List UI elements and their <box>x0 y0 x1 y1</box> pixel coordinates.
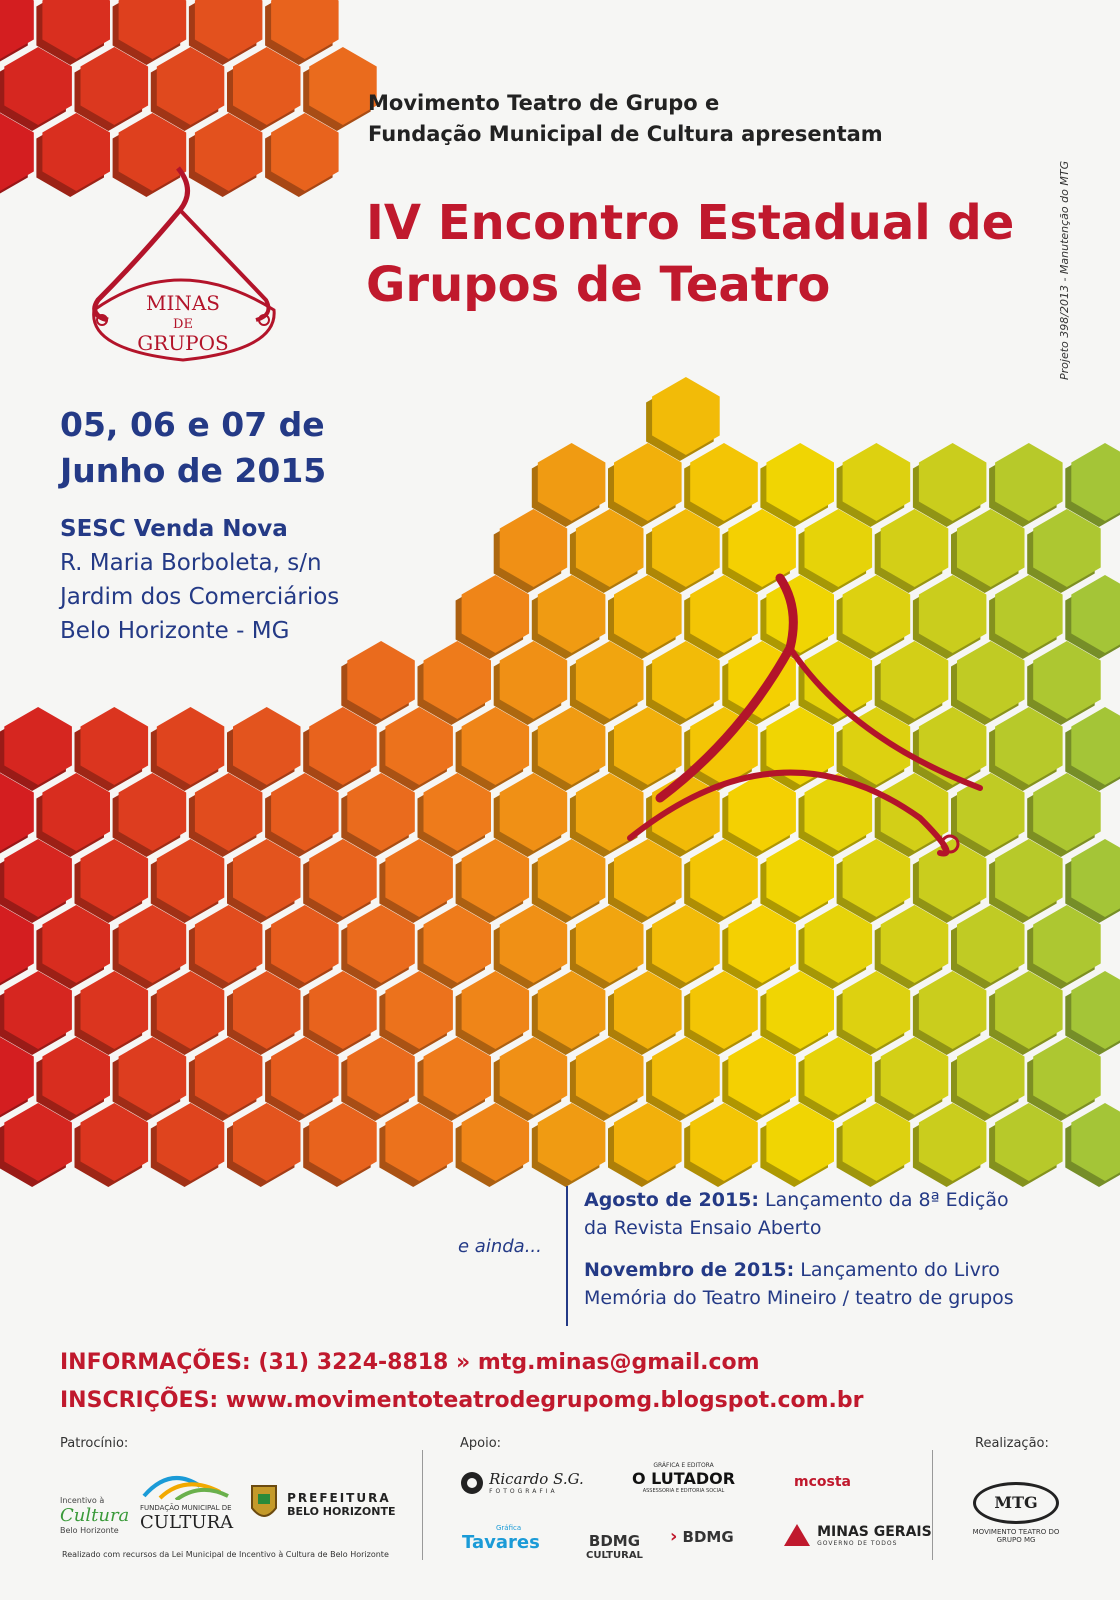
fundacao-text: CULTURA <box>140 1512 234 1533</box>
lutador-sub-text: ASSESSORIA E EDITORIA SOCIAL <box>642 1488 725 1494</box>
camera-aperture-icon <box>460 1471 484 1495</box>
minas-gerais-logo <box>782 1522 932 1548</box>
fundacao-arcs-icon <box>140 1466 230 1500</box>
fundacao-top-text: FUNDAÇÃO MUNICIPAL DE <box>140 1504 232 1512</box>
title-line-1: IV Encontro Estadual de <box>366 195 1015 251</box>
extras-item-text-2: da Revista Ensaio Aberto <box>584 1217 822 1239</box>
address-line-1: R. Maria Borboleta, s/n <box>60 550 322 576</box>
address-line-2: Jardim dos Comerciários <box>60 584 340 610</box>
cultural-text: CULTURAL <box>586 1550 643 1561</box>
ricardo-text: Ricardo S.G. <box>489 1470 584 1488</box>
extras-item <box>584 1256 1014 1312</box>
grafica-text: Gráfica <box>496 1524 522 1532</box>
extras-intro: e ainda... <box>458 1236 542 1257</box>
info-value[interactable]: (31) 3224-8818 » mtg.minas@gmail.com <box>258 1350 760 1375</box>
minas-gerais-triangle-icon <box>782 1522 812 1548</box>
info-label: INFORMAÇÕES: <box>60 1350 251 1375</box>
bdmg-cultural-text: BDMG <box>588 1532 641 1550</box>
realization-label: Realização: <box>975 1436 1049 1451</box>
address-line-3: Belo Horizonte - MG <box>60 618 290 644</box>
venue-name: SESC Venda Nova <box>60 516 288 542</box>
fotografia-text: FOTOGRAFIA <box>489 1488 558 1495</box>
bh-text: Belo Horizonte <box>60 1526 119 1535</box>
fundacao-cultura-logo <box>140 1466 240 1533</box>
prefeitura-text: PREFEITURA <box>287 1490 391 1505</box>
extras-item-text: Lançamento da 8ª Edição <box>765 1189 1009 1211</box>
mtg-text: MTG <box>973 1482 1059 1524</box>
extras-item-date: Agosto de 2015: <box>584 1189 759 1211</box>
extras-item-text-2: Memória do Teatro Mineiro / teatro de grupos <box>584 1287 1014 1309</box>
sponsor-label: Patrocínio: <box>60 1436 129 1451</box>
incentivo-cultura-logo <box>60 1496 140 1535</box>
dates-line-2: Junho de 2015 <box>60 451 327 490</box>
incentivo-text: Incentivo à <box>60 1496 105 1505</box>
tavares-logo <box>462 1524 540 1553</box>
extras-item-date: Novembro de 2015: <box>584 1259 795 1281</box>
o-lutador-logo <box>632 1462 735 1494</box>
event-title <box>366 192 1014 316</box>
project-note: Projeto 398/2013 - Manutenção do MTG <box>1058 160 1071 380</box>
presenters <box>368 88 883 150</box>
mcosta-logo: mcosta <box>794 1474 851 1490</box>
footer-divider <box>932 1450 933 1560</box>
cultura-text: Cultura <box>60 1505 130 1526</box>
extras-list <box>566 1186 1014 1326</box>
registration-label: INSCRIÇÕES: <box>60 1388 219 1413</box>
dates-line-1: 05, 06 e 07 de <box>60 405 325 444</box>
extras-item <box>584 1186 1014 1242</box>
support-label: Apoio: <box>460 1436 502 1451</box>
event-dates <box>60 402 326 494</box>
bdmg-cultural-logo <box>586 1532 643 1561</box>
title-line-2: Grupos de Teatro <box>366 257 831 313</box>
tavares-text: Tavares <box>462 1532 540 1553</box>
bdmg-text: BDMG <box>682 1528 734 1546</box>
governo-text: GOVERNO DE TODOS <box>817 1539 898 1547</box>
presenters-line-2: Fundação Municipal de Cultura apresentam <box>368 122 883 146</box>
minas-de-grupos-logo <box>78 160 288 370</box>
footer-divider <box>422 1450 423 1560</box>
extras-item-text: Lançamento do Livro <box>800 1259 1000 1281</box>
prefeitura-bh-text: BELO HORIZONTE <box>287 1504 396 1518</box>
mtg-logo <box>966 1482 1066 1544</box>
lutador-text: O LUTADOR <box>632 1469 736 1488</box>
lutador-top-text: GRÁFICA E EDITORA <box>653 1462 714 1469</box>
logo-text-de: DE <box>173 317 193 332</box>
bdmg-chevron-icon: › <box>670 1526 678 1547</box>
logo-text-grupos: GRUPOS <box>137 331 229 355</box>
sponsor-note: Realizado com recursos da Lei Municipal de Incentivo à Cultura de Belo Horizonte <box>62 1550 389 1559</box>
bdmg-logo <box>670 1526 734 1547</box>
logo-text-minas: MINAS <box>145 291 221 315</box>
presenters-line-1: Movimento Teatro de Grupo e <box>368 91 720 115</box>
prefeitura-logo <box>250 1484 395 1524</box>
mtg-name-text: MOVIMENTO TEATRO DO GRUPO MG <box>972 1528 1060 1544</box>
minas-gerais-text: MINAS GERAIS <box>817 1523 932 1540</box>
ricardo-sg-logo <box>460 1470 584 1495</box>
event-venue <box>60 512 339 648</box>
contact-info <box>60 1344 864 1420</box>
brushstroke-symbol <box>620 568 1000 868</box>
prefeitura-shield-icon <box>250 1484 278 1524</box>
registration-link[interactable]: www.movimentoteatrodegrupomg.blogspot.com.br <box>225 1388 864 1413</box>
